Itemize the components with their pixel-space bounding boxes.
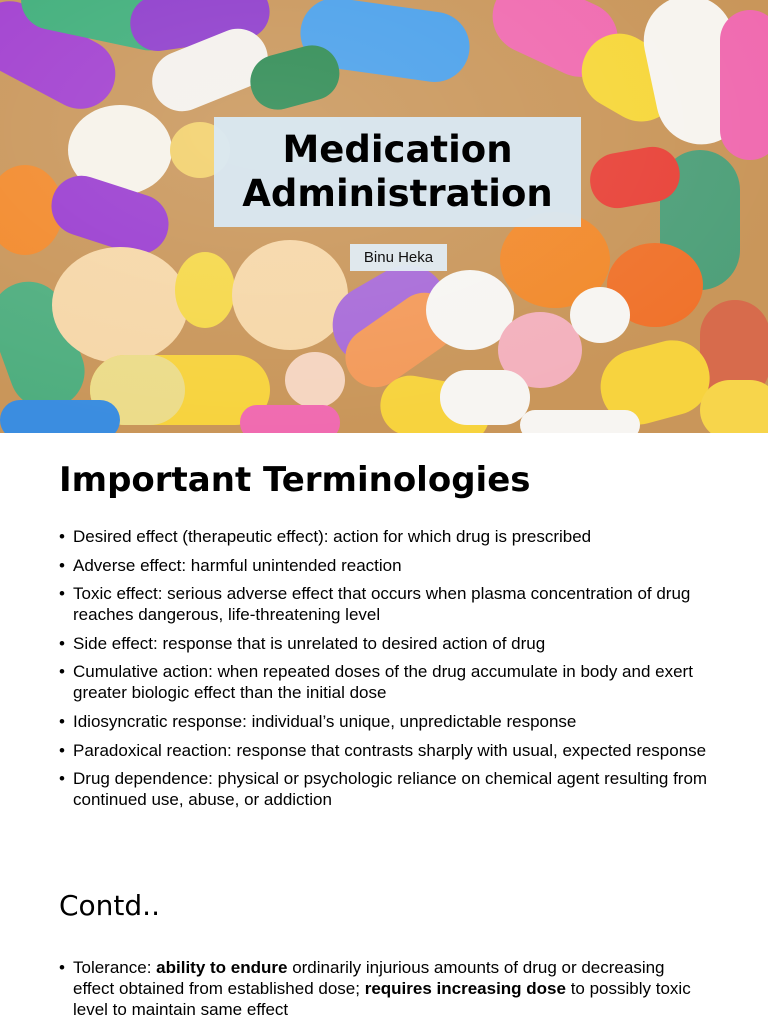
title-box: [214, 117, 581, 227]
title-slide: [0, 0, 768, 433]
list-item: • Cumulative action: when repeated doses of the drug accumulate in body and exert greater biologic effect than the initial dose: [59, 661, 709, 703]
tolerance-text-3: to possibly toxic level to maintain same effect: [73, 979, 691, 1019]
list-item: • Paradoxical reaction: response that contrasts sharply with usual, expected response: [59, 740, 709, 761]
terminology-slide: [0, 433, 768, 873]
title-line-1: Medication: [282, 128, 513, 171]
list-item-tolerance: [59, 957, 709, 1020]
tolerance-bold-1: ability to endure: [156, 958, 288, 977]
contd-heading: Contd..: [59, 889, 160, 922]
list-item: • Desired effect (therapeutic effect): action for which drug is prescribed: [59, 526, 709, 547]
slide-title: [242, 128, 552, 216]
list-item: • Side effect: response that is unrelated to desired action of drug: [59, 633, 709, 654]
list-item: • Idiosyncratic response: individual’s unique, unpredictable response: [59, 711, 709, 732]
contd-slide: [0, 873, 768, 1024]
author-box: [350, 244, 447, 271]
list-item: • Adverse effect: harmful unintended reaction: [59, 555, 709, 576]
contd-list: [59, 957, 709, 1028]
terminology-heading: Important Terminologies: [59, 460, 531, 500]
tolerance-text-2: ordinarily injurious amounts of drug or decreasing effect obtained from established dose;: [73, 958, 665, 998]
tolerance-bold-2: requires increasing dose: [364, 979, 566, 998]
terminology-list: [59, 526, 709, 818]
author-name: Binu Heka: [363, 249, 434, 266]
list-item: • Drug dependence: physical or psychologic reliance on chemical agent resulting from continued use, abuse, or addiction: [59, 768, 709, 810]
tolerance-text-1: Tolerance:: [73, 958, 157, 977]
list-item: • Toxic effect: serious adverse effect that occurs when plasma concentration of drug reaches dangerous, life-threatening level: [59, 583, 709, 625]
title-line-2: Administration: [242, 172, 553, 215]
